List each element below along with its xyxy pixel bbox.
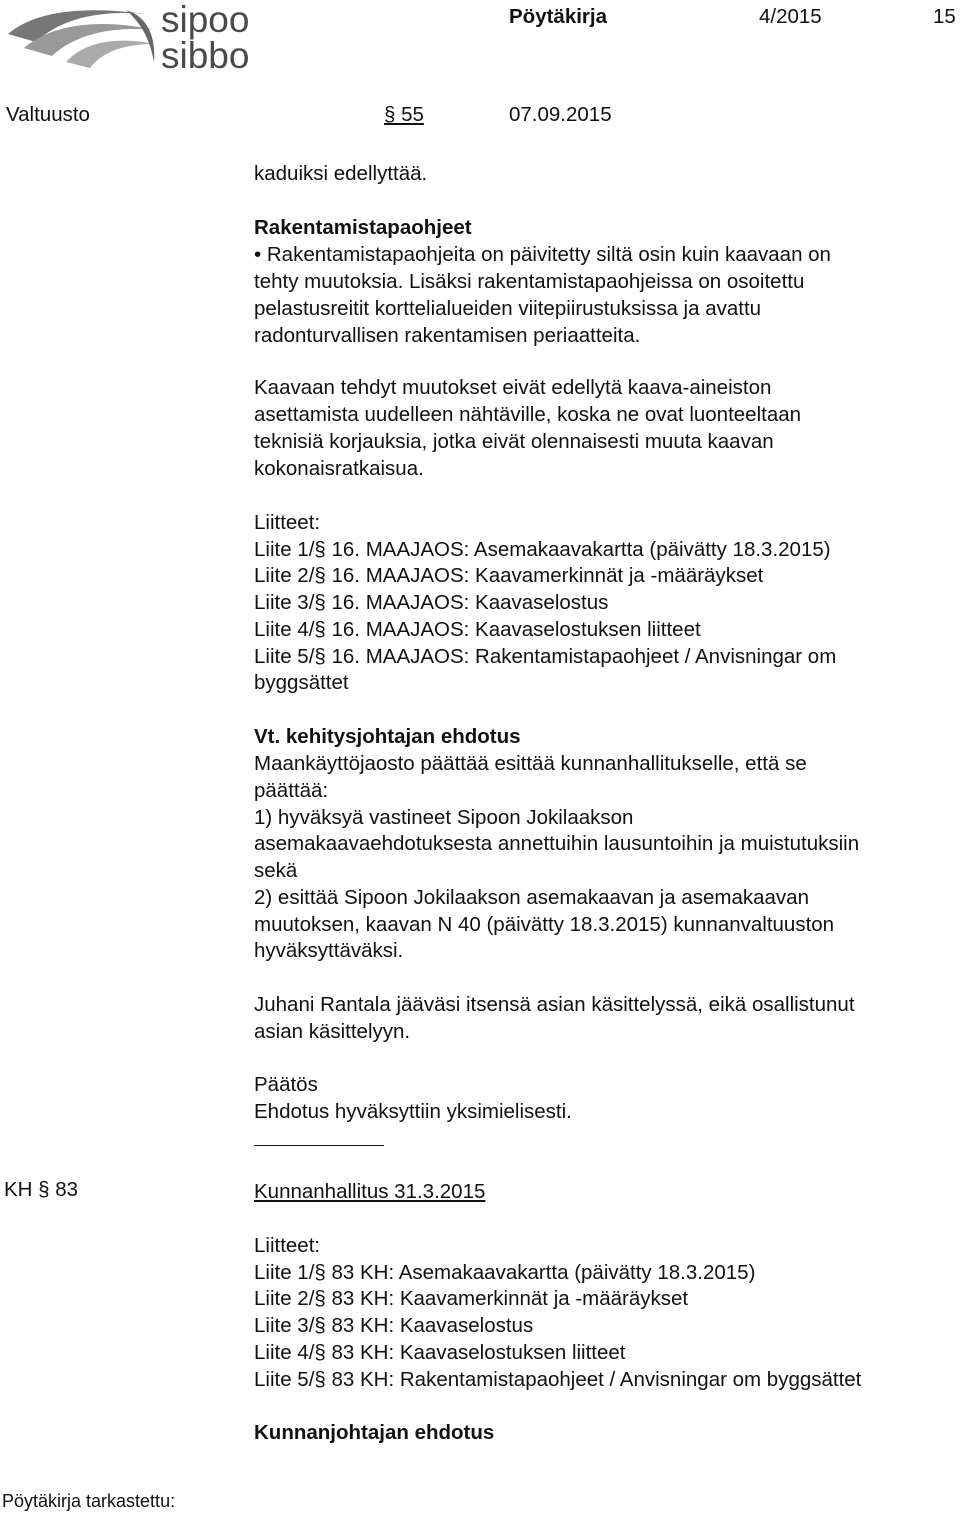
text-line: Liitteet: [254, 1234, 321, 1257]
text-line: kokonaisratkaisua. [254, 457, 424, 480]
text-line: Rakentamistapaohjeet [254, 216, 472, 239]
text-line: asian käsittelyyn. [254, 1020, 411, 1043]
text-line: kaduiksi edellyttää. [254, 162, 428, 185]
text-line: • Rakentamistapaohjeita on päivitetty siltä osin kuin kaavaan on [254, 243, 831, 266]
logo-text-sibbo: sibbo [161, 35, 250, 70]
footer-checked-label: Pöytäkirja tarkastettu: [2, 1491, 176, 1511]
kh-section-label: KH § 83 [4, 1178, 79, 1201]
sipoo-sibbo-logo [6, 4, 256, 70]
text-line: Liite 2/§ 83 KH: Kaavamerkinnät ja -määräykset [254, 1287, 689, 1310]
text-line: asemakaavaehdotuksesta annettuihin lausuntoihin ja muistutuksiin [254, 832, 860, 855]
text-line: 1) hyväksyä vastineet Sipoon Jokilaakson [254, 806, 634, 829]
separator-line [254, 1145, 384, 1146]
text-line: Liite 5/§ 16. MAAJAOS: Rakentamistapaohjeet / Anvisningar om [254, 645, 837, 668]
text-line: Juhani Rantala jääväsi itsensä asian käsittelyssä, eikä osallistunut [254, 993, 855, 1016]
text-line: 2) esittää Sipoon Jokilaakson asemakaavan ja asemakaavan [254, 886, 809, 909]
text-line: Päätös [254, 1073, 318, 1096]
text-line: Liite 5/§ 83 KH: Rakentamistapaohjeet / Anvisningar om byggsättet [254, 1368, 862, 1391]
text-line: päättää: [254, 779, 329, 802]
logo-mark-icon [8, 10, 154, 68]
document-number: 4/2015 [759, 5, 822, 28]
text-line: sekä [254, 859, 298, 882]
text-line: Liite 3/§ 16. MAAJAOS: Kaavaselostus [254, 591, 609, 614]
text-line: Liite 4/§ 16. MAAJAOS: Kaavaselostuksen liitteet [254, 618, 701, 641]
page-number: 15 [933, 5, 956, 28]
meeting-body: Valtuusto [6, 103, 90, 126]
text-line: muutoksen, kaavan N 40 (päivätty 18.3.2015) kunnanvaltuuston [254, 913, 835, 936]
text-line: tehty muutoksia. Lisäksi rakentamistapaohjeissa on osoitettu [254, 270, 805, 293]
section-number: § 55 [384, 103, 424, 126]
text-line: hyväksyttäväksi. [254, 939, 404, 962]
text-line: radonturvallisen rakentamisen periaatteita. [254, 324, 641, 347]
text-line: Liite 3/§ 83 KH: Kaavaselostus [254, 1314, 534, 1337]
text-line: asettamista uudelleen nähtäville, koska ne ovat luonteeltaan [254, 403, 802, 426]
text-line: Maankäyttöjaosto päättää esittää kunnanhallitukselle, että se [254, 752, 807, 775]
text-line: Liitteet: [254, 511, 321, 534]
text-line: Liite 1/§ 16. MAAJAOS: Asemakaavakartta (päivätty 18.3.2015) [254, 538, 831, 561]
text-line: Vt. kehitysjohtajan ehdotus [254, 725, 521, 748]
text-line: Ehdotus hyväksyttiin yksimielisesti. [254, 1100, 572, 1123]
text-line: Kunnanhallitus 31.3.2015 [254, 1180, 486, 1203]
logo-text-sipoo: sipoo [161, 4, 250, 40]
text-line: Kaavaan tehdyt muutokset eivät edellytä kaava-aineiston [254, 376, 772, 399]
text-line: pelastusreitit korttelialueiden viitepiirustuksissa ja avattu [254, 297, 762, 320]
text-line: Liite 1/§ 83 KH: Asemakaavakartta (päivätty 18.3.2015) [254, 1261, 756, 1284]
text-line: teknisiä korjauksia, jotka eivät olennaisesti muuta kaavan [254, 430, 774, 453]
text-line: Kunnanjohtajan ehdotus [254, 1421, 495, 1444]
text-line: Liite 4/§ 83 KH: Kaavaselostuksen liitteet [254, 1341, 626, 1364]
text-line: Liite 2/§ 16. MAAJAOS: Kaavamerkinnät ja -määräykset [254, 564, 764, 587]
document-type: Pöytäkirja [509, 5, 607, 28]
meeting-date: 07.09.2015 [509, 103, 612, 126]
text-line: byggsättet [254, 671, 349, 694]
